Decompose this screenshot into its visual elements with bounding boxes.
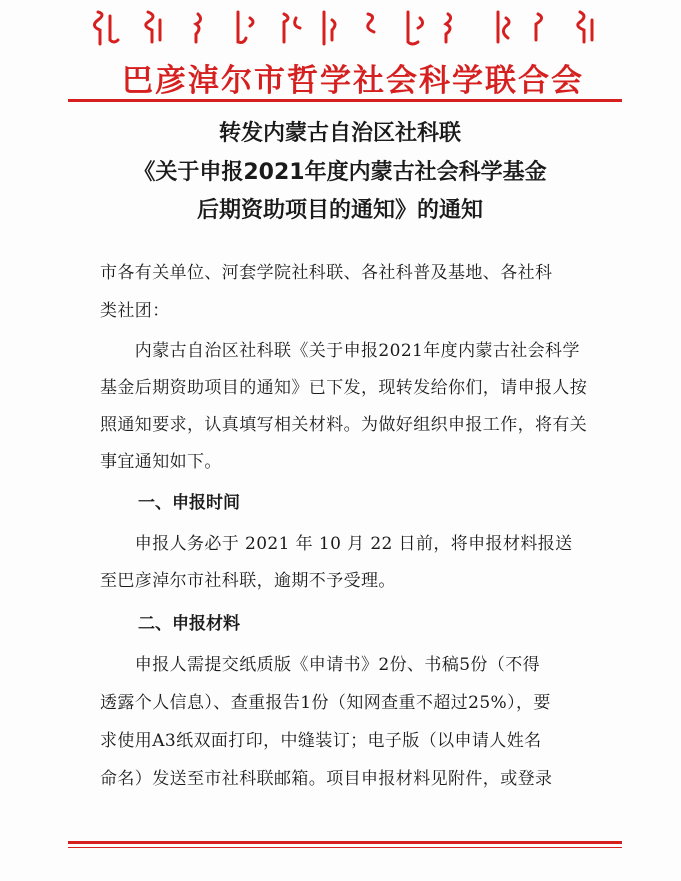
section-1-line-1: 申报人务必于 2021 年 10 月 22 日前，将申报材料报送 — [100, 534, 573, 554]
footer-red-rule-thick — [68, 841, 622, 844]
document-title-line-1: 转发内蒙古自治区社科联 — [218, 121, 461, 146]
intro-line-4: 事宜通知如下。 — [100, 452, 222, 472]
section-2-line-3: 求使用A3纸双面打印，中缝装订；电子版（以申请人姓名 — [100, 731, 542, 751]
mongolian-script-header — [88, 6, 608, 50]
intro-line-1: 内蒙古自治区社科联《关于申报2021年度内蒙古社会科学 — [100, 341, 580, 361]
mongolian-script-graphic — [88, 6, 608, 50]
section-1-line-2: 至巴彦淖尔市社科联，逾期不予受理。 — [100, 571, 396, 591]
section-1-heading: 一、申报时间 — [138, 493, 240, 513]
intro-line-3: 照通知要求，认真填写相关材料。为做好组织申报工作，将有关 — [100, 415, 588, 435]
section-2-heading: 二、申报材料 — [138, 614, 240, 634]
salutation-line-1: 市各有关单位、河套学院社科联、各社科普及基地、各社科 — [100, 263, 553, 283]
document-title-line-3: 后期资助项目的通知》的通知 — [196, 198, 483, 223]
footer-red-rule-thin — [68, 847, 622, 848]
section-2-line-1: 申报人需提交纸质版《申请书》2份、书稿5份（不得 — [100, 655, 541, 675]
header-red-rule — [68, 99, 622, 102]
document-title-line-2: 《关于申报2021年度内蒙古社会科学基金 — [133, 160, 547, 185]
intro-line-2: 基金后期资助项目的通知》已下发，现转发给你们，请申报人按 — [100, 378, 588, 398]
section-2-line-4: 命名）发送至市社科联邮箱。项目申报材料见附件，或登录 — [100, 769, 553, 789]
organization-name: 巴彦淖尔市哲学社会科学联合会 — [122, 63, 584, 99]
section-2-line-2: 透露个人信息）、查重报告1份（知网查重不超过25%），要 — [100, 693, 551, 713]
salutation-line-2: 类社团： — [100, 301, 170, 321]
